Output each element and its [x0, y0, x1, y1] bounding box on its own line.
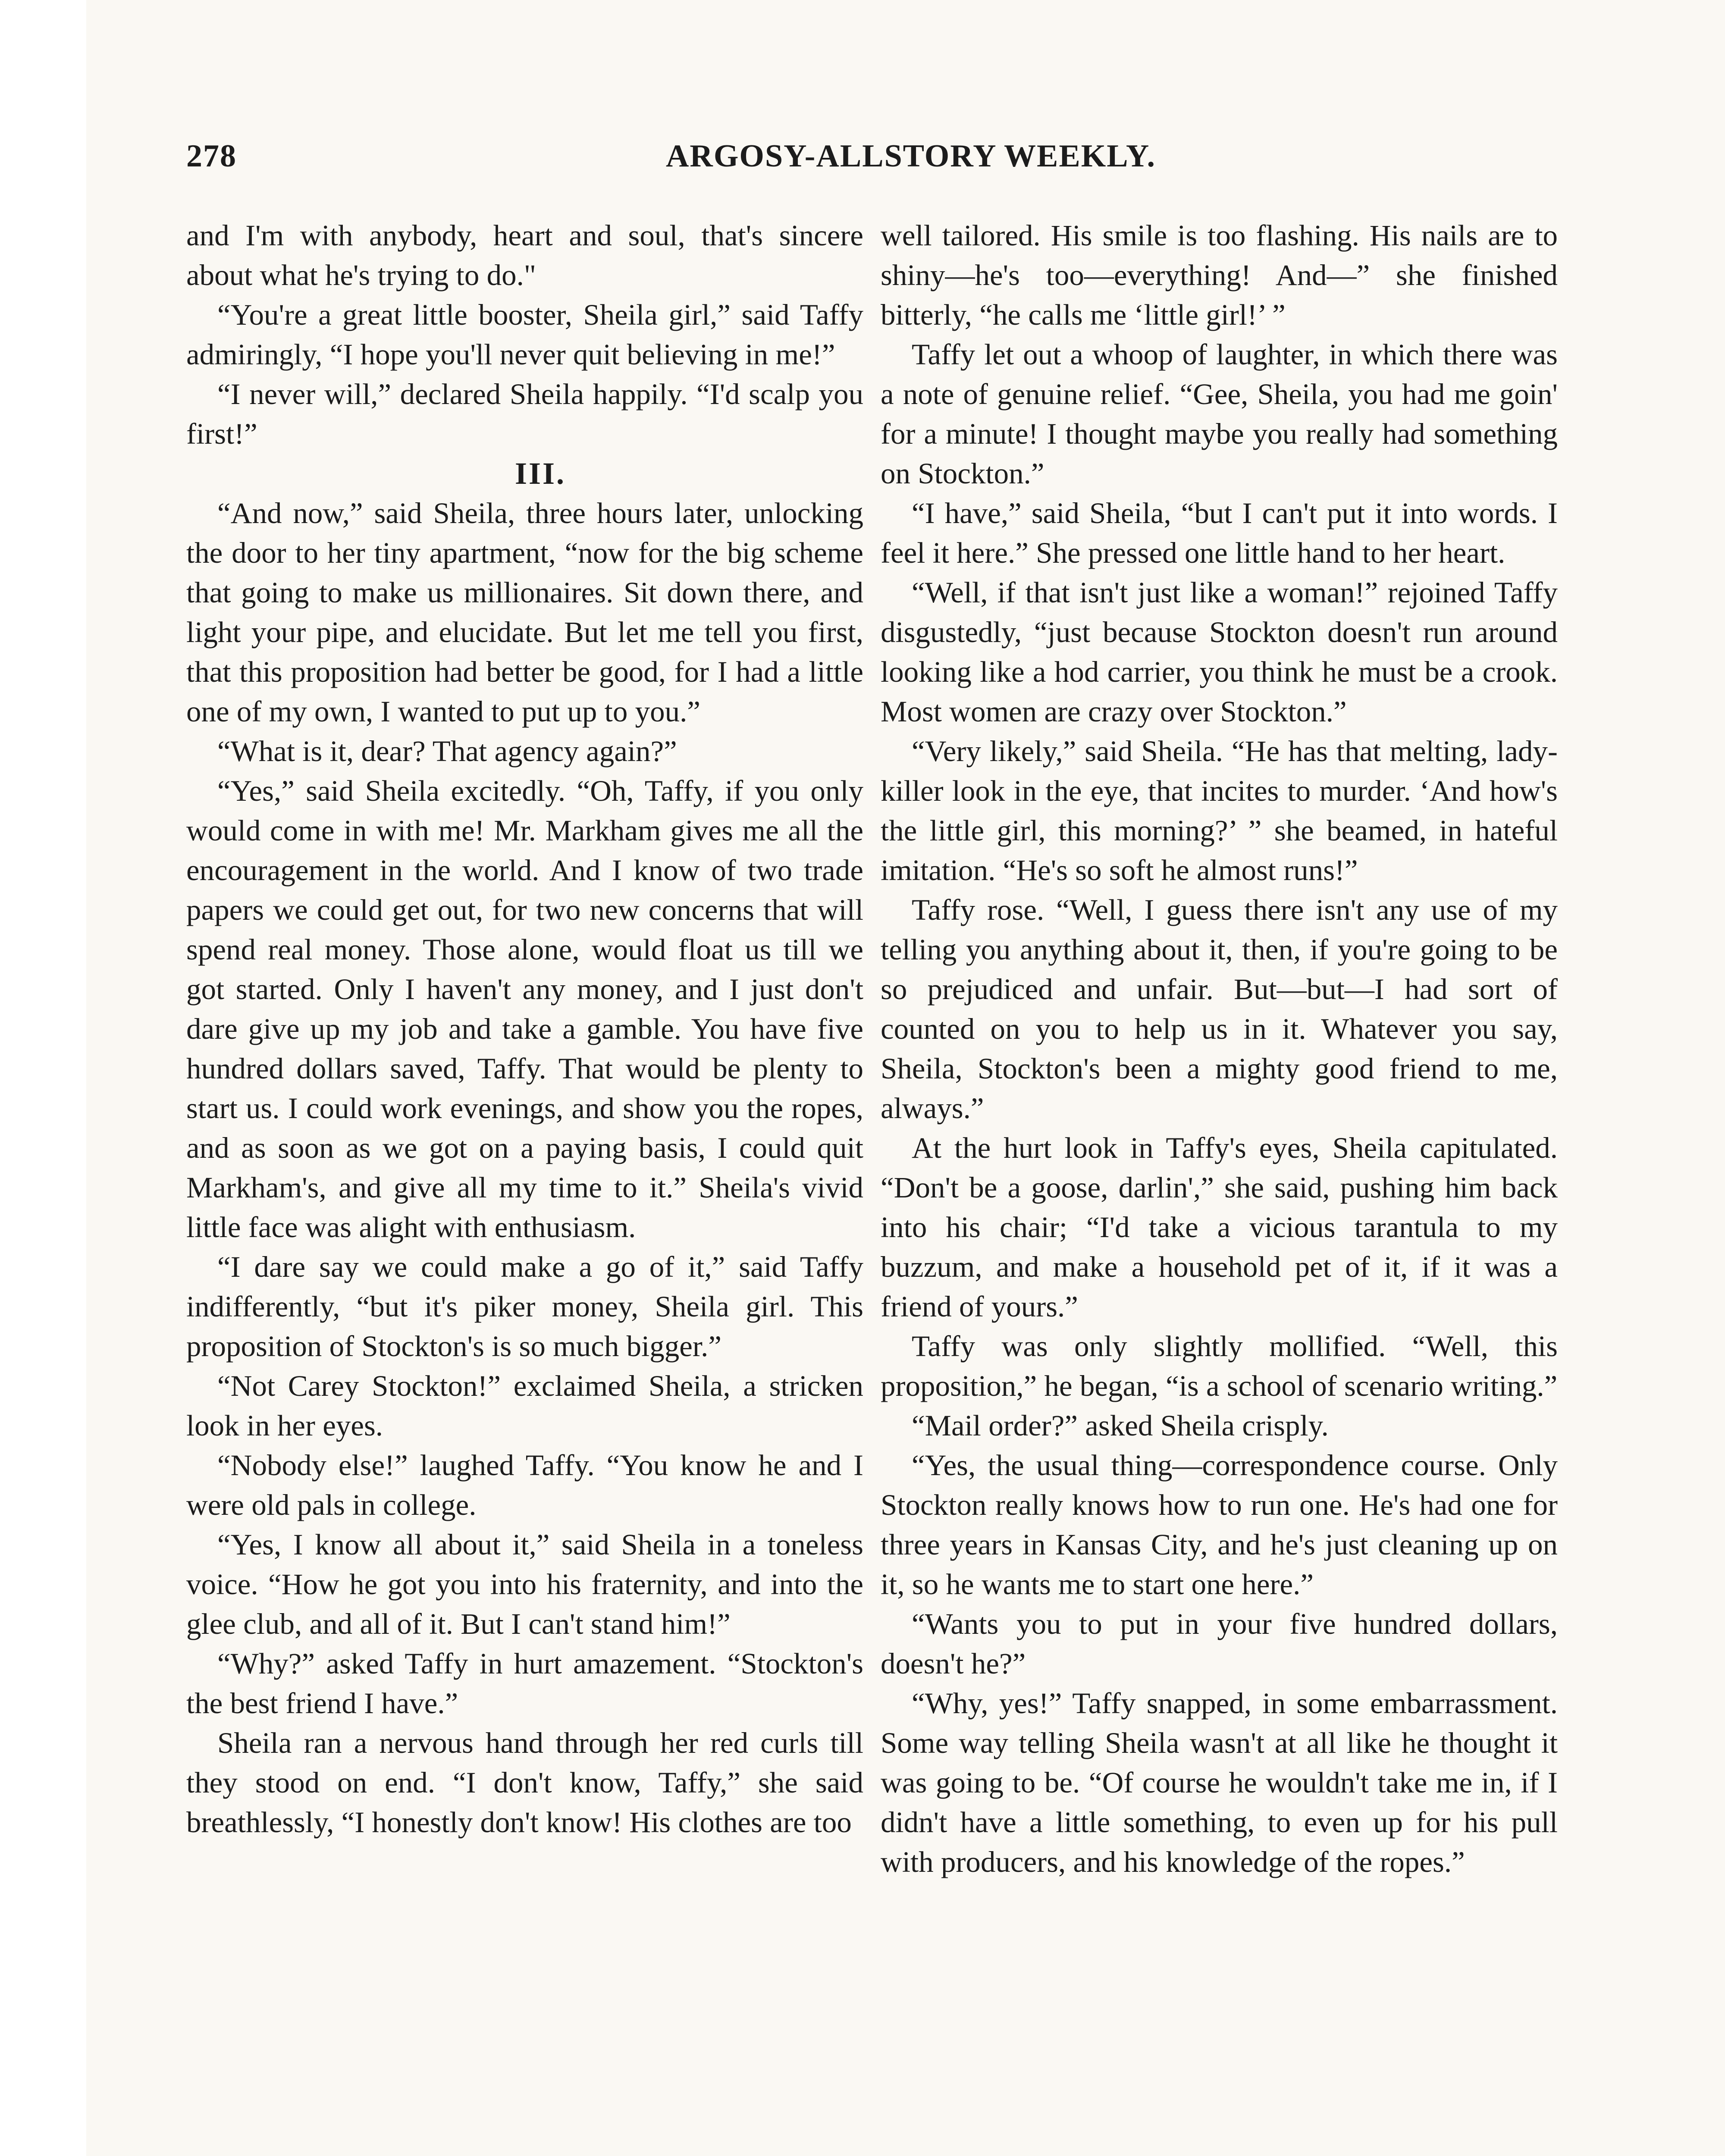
paragraph: Taffy rose. “Well, I guess there isn't any use of my telling you anything about it, then, if you're going to be so prejudiced and unfair. But—but—I had sort of counted on you to help us in it. Whatever you say, Sheila, Stockton's been a mighty good friend to me, always.”	[881, 893, 1558, 1125]
section-title: III.	[514, 456, 566, 491]
paragraph: “You're a great little booster, Sheila girl,” said Taffy admiringly, “I hope you'll never quit believing in me!”	[186, 298, 863, 371]
right-column	[881, 216, 1558, 1882]
paragraph: “Very likely,” said Sheila. “He has that melting, lady-killer look in the eye, that incites to murder. ‘And how's the little girl, this morning?’ ” she beamed, in hateful imitation. “He's so soft he almost runs!”	[881, 735, 1558, 887]
paragraph: “I never will,” declared Sheila happily. “I'd scalp you first!”	[186, 378, 863, 450]
paragraph: “And now,” said Sheila, three hours later, unlocking the door to her tiny apartment, “now for the big scheme that going to make us millionaires. Sit down there, and light your pipe, and elucidate. But let me tell you first, that this proposition had better be good, for I had a little one of my own, I wanted to put up to you.”	[186, 497, 863, 728]
paragraph: Taffy was only slightly mollified. “Well, this proposition,” he began, “is a school of scenario writing.”	[881, 1330, 1558, 1402]
paragraph: “Nobody else!” laughed Taffy. “You know he and I were old pals in college.	[186, 1449, 863, 1521]
paragraph: “Mail order?” asked Sheila crisply.	[912, 1409, 1329, 1442]
paragraph: Taffy let out a whoop of laughter, in which there was a note of genuine relief. “Gee, Sheila, you had me goin' for a minute! I thought maybe you really had something on Stockton.”	[881, 338, 1558, 490]
paragraph: “I have,” said Sheila, “but I can't put it into words. I feel it here.” She pressed one little hand to her heart.	[881, 497, 1558, 569]
paragraph: At the hurt look in Taffy's eyes, Sheila capitulated. “Don't be a goose, darlin',” she said, pushing him back into his chair; “I'd take a vicious tarantula to my buzzum, and make a household pet of it, if it was a friend of yours.”	[881, 1131, 1558, 1323]
paragraph: and I'm with anybody, heart and soul, that's sincere about what he's trying to do."	[186, 219, 863, 291]
paragraph: “What is it, dear? That agency again?”	[217, 735, 677, 768]
paragraph: “I dare say we could make a go of it,” said Taffy indifferently, “but it's piker money, Sheila girl. This proposition of Stockton's is so much bigger.”	[186, 1250, 863, 1363]
paragraph: “Well, if that isn't just like a woman!” rejoined Taffy disgustedly, “just because Stockton doesn't run around looking like a hod carrier, you think he must be a crook. Most women are crazy over Stockton.”	[881, 576, 1558, 728]
paragraph: “Yes, I know all about it,” said Sheila in a toneless voice. “How he got you into his fraternity, and into the glee club, and all of it. But I can't stand him!”	[186, 1528, 863, 1640]
paragraph: “Why, yes!” Taffy snapped, in some embarrassment. Some way telling Sheila wasn't at all like he thought it was going to be. “Of course he wouldn't take me in, if I didn't have a little something, to even up for his pull with producers, and his knowledge of the ropes.”	[881, 1687, 1558, 1878]
running-head: ARGOSY-ALLSTORY WEEKLY.	[665, 138, 1156, 174]
paragraph: “Why?” asked Taffy in hurt amazement. “Stockton's the best friend I have.”	[186, 1647, 863, 1720]
page-number: 278	[186, 138, 237, 174]
left-column	[186, 216, 863, 1842]
paragraph: “Wants you to put in your five hundred dollars, doesn't he?”	[881, 1608, 1558, 1680]
magazine-page	[86, 0, 1725, 2156]
paragraph: “Yes,” said Sheila excitedly. “Oh, Taffy, if you only would come in with me! Mr. Markham gives me all the encouragement in the world. And I know of two trade papers we could get out, for two new concerns that will spend real money. Those alone, would float us till we got started. Only I haven't any money, and I just don't dare give up my job and take a gamble. You have five hundred dollars saved, Taffy. That would be plenty to start us. I could work evenings, and show you the ropes, and as soon as we got on a paying basis, I could quit Markham's, and give all my time to it.” Sheila's vivid little face was alight with enthusiasm.	[186, 774, 863, 1244]
page-header	[186, 138, 1635, 190]
paragraph: well tailored. His smile is too flashing. His nails are to shiny—he's too—everything! And—” she finished bitterly, “he calls me ‘little girl!’ ”	[881, 219, 1558, 331]
paragraph: “Yes, the usual thing—correspondence course. Only Stockton really knows how to run one. He's had one for three years in Kansas City, and he's just cleaning up on it, so he wants me to start one here.”	[881, 1449, 1558, 1601]
paragraph: Sheila ran a nervous hand through her red curls till they stood on end. “I don't know, Taffy,” she said breathlessly, “I honestly don't know! His clothes are too	[186, 1727, 863, 1839]
paragraph: “Not Carey Stockton!” exclaimed Sheila, a stricken look in her eyes.	[186, 1369, 863, 1442]
